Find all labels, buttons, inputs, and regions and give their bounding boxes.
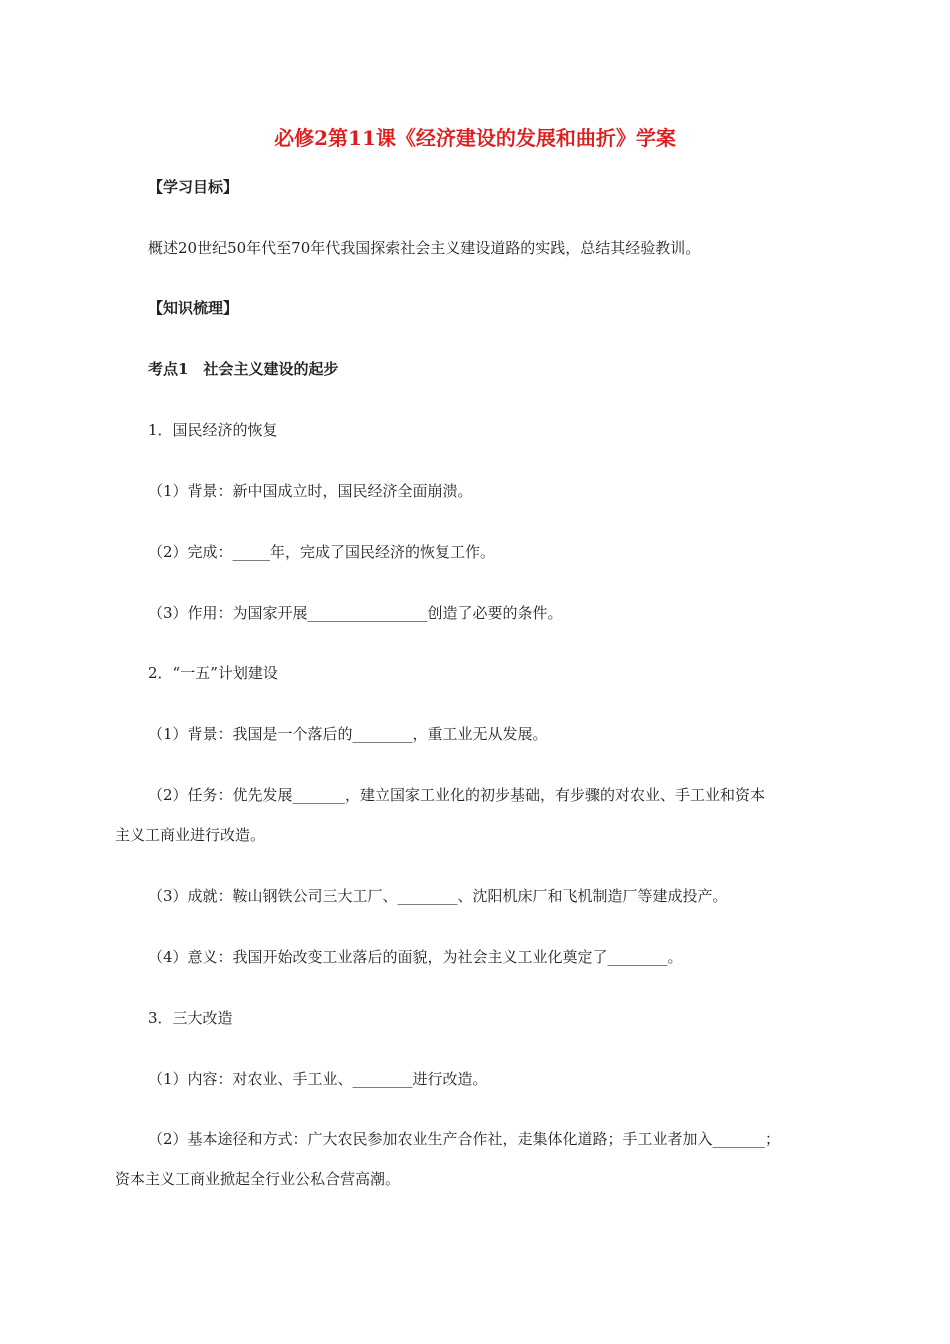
item-2-4: （4）意义：我国开始改变工业落后的面貌，为社会主义工业化奠定了________。 (148, 948, 683, 966)
item-2-2-line1: （2）任务：优先发展_______，建立国家工业化的初步基础，有步骤的对农业、手工业和资本 (148, 786, 766, 804)
item-2-heading: 2．“一五”计划建设 (148, 664, 278, 682)
item-2-2-line2: 主义工商业进行改造。 (115, 826, 266, 844)
item-3-2-line2: 资本主义工商业掀起全行业公私合营高潮。 (115, 1170, 401, 1188)
item-3-1: （1）内容：对农业、手工业、________进行改造。 (148, 1070, 488, 1088)
objectives-heading: 【学习目标】 (148, 178, 239, 196)
item-1-3: （3）作用：为国家开展________________创造了必要的条件。 (148, 604, 563, 622)
item-3-heading: 3．三大改造 (148, 1009, 233, 1027)
item-2-1: （1）背景：我国是一个落后的________，重工业无从发展。 (148, 725, 548, 743)
document-title: 必修2第11课《经济建设的发展和曲折》学案 (274, 126, 676, 150)
item-2-3: （3）成就：鞍山钢铁公司三大工厂、________、沈阳机床厂和飞机制造厂等建成投产。 (148, 887, 728, 905)
item-3-2-line1: （2）基本途径和方式：广大农民参加农业生产合作社，走集体化道路；手工业者加入_______； (148, 1130, 781, 1148)
item-1-2: （2）完成：_____年，完成了国民经济的恢复工作。 (148, 543, 496, 561)
objectives-text: 概述20世纪50年代至70年代我国探索社会主义建设道路的实践，总结其经验教训。 (148, 239, 701, 257)
knowledge-heading: 【知识梳理】 (148, 299, 239, 317)
item-1-heading: 1．国民经济的恢复 (148, 421, 278, 439)
item-1-1: （1）背景：新中国成立时，国民经济全面崩溃。 (148, 482, 473, 500)
point1-heading: 考点1 社会主义建设的起步 (148, 360, 339, 378)
